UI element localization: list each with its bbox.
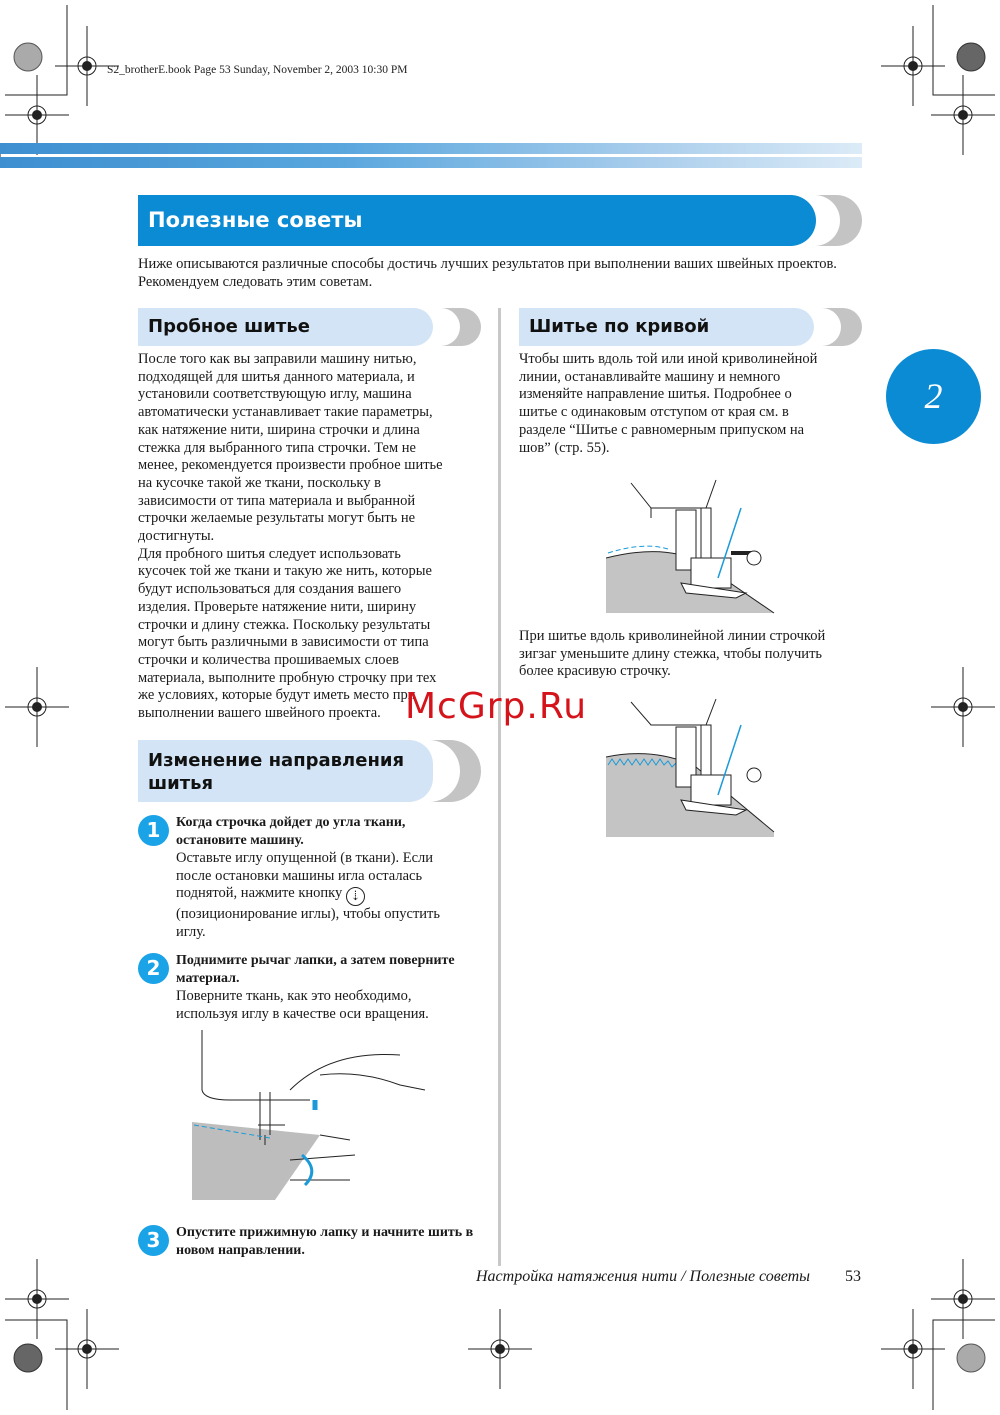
step-number-2: 2 xyxy=(138,953,169,984)
header-band xyxy=(0,143,862,154)
print-info: S2_brotherE.book Page 53 Sunday, November 2, 2003 10:30 PM xyxy=(107,64,408,76)
registration-mark xyxy=(881,26,945,106)
registration-mark xyxy=(931,667,995,747)
section-title-change-direction xyxy=(138,740,433,802)
registration-mark xyxy=(5,667,69,747)
section-title-test-sewing: Пробное шитье xyxy=(138,308,433,346)
step-1 xyxy=(176,814,486,942)
registration-mark xyxy=(5,1259,69,1339)
title-line: Изменение направления xyxy=(148,750,405,771)
step-number-3: 3 xyxy=(138,1225,169,1256)
step-title: Когда строчка дойдет до угла ткани, остановите машину. xyxy=(176,815,406,848)
intro-text: Ниже описываются различные способы достичь лучших результатов при выполнении ваших швейных проектов. Рекомендуем следовать этим советам. xyxy=(138,256,837,290)
watermark: McGrp.Ru xyxy=(405,686,588,727)
step-text: Поверните ткань, как это необходимо, используя иглу в качестве оси вращения. xyxy=(176,988,429,1022)
step-2 xyxy=(176,952,486,1023)
turn-fabric-illustration xyxy=(190,1030,435,1202)
title-line: шитья xyxy=(148,773,214,794)
step-text: Оставьте иглу опущенной (в ткани). Если после остановки машины игла осталась поднятой, нажмите кнопку ⇣ (позиционирование иглы), чтобы опустить иглу. xyxy=(176,850,440,941)
footer-section-title: Настройка натяжения нити / Полезные советы xyxy=(476,1268,810,1285)
page-title: Полезные советы xyxy=(138,195,816,246)
section-title-curve: Шитье по кривой xyxy=(519,308,814,346)
step-number-1: 1 xyxy=(138,815,169,846)
needle-position-icon: ⇣ xyxy=(346,887,365,906)
column-divider xyxy=(498,308,501,1266)
step-3-title: Опустите прижимную лапку и начните шить в новом направлении. xyxy=(176,1225,474,1258)
registration-mark xyxy=(881,1309,945,1389)
page-number: 53 xyxy=(845,1268,861,1285)
curve-text: Чтобы шить вдоль той или иной криволинейной линии, останавливайте машину и немного изменяйте направление шитья. Подробнее о шитье с одинаковым отступом от края см. в разделе “Шитье с равномерным припуском на шов” (стр. 55). xyxy=(519,351,818,456)
chapter-badge: 2 xyxy=(886,349,981,444)
test-sewing-text: После того как вы заправили машину нитью, подходящей для шитья данного материала, и установили соответствующую иглу, машина автоматически устанавливает такие параметры, как натяжение нити, ширина строчки и длина стежка для выбранного типа строчки. Тем не менее, рекомендуется произвести пробное шитье на кусочке такой же ткани, поскольку в зависимости от типа материала и выбранной строчки желаемые результаты могут быть не достигнуты. Для пробного шитья следует использовать кусочек той же ткани и такую же нить, которые будут использоваться для создания вашего изделия. Проверьте натяжение нити, ширину строчки и длину стежка. Поскольку результаты могут быть различными в зависимости от типа строчки и количества прошиваемых слоев материала, выполните пробную строчку при тех же условиях, которые будут иметь место при выполнении вашего швейного проекта. xyxy=(138,351,443,722)
registration-mark xyxy=(931,1259,995,1339)
registration-mark xyxy=(468,1309,532,1389)
step-title: Поднимите рычаг лапки, а затем поверните материал. xyxy=(176,953,455,986)
registration-mark xyxy=(55,1309,119,1389)
curve-zigzag-text: При шитье вдоль криволинейной линии строчкой зигзаг уменьшите длину стежка, чтобы получить более красивую строчку. xyxy=(519,628,826,680)
zigzag-curve-illustration xyxy=(606,697,776,837)
curve-sewing-illustration xyxy=(606,478,776,616)
header-band xyxy=(0,157,862,168)
registration-mark xyxy=(931,75,995,155)
